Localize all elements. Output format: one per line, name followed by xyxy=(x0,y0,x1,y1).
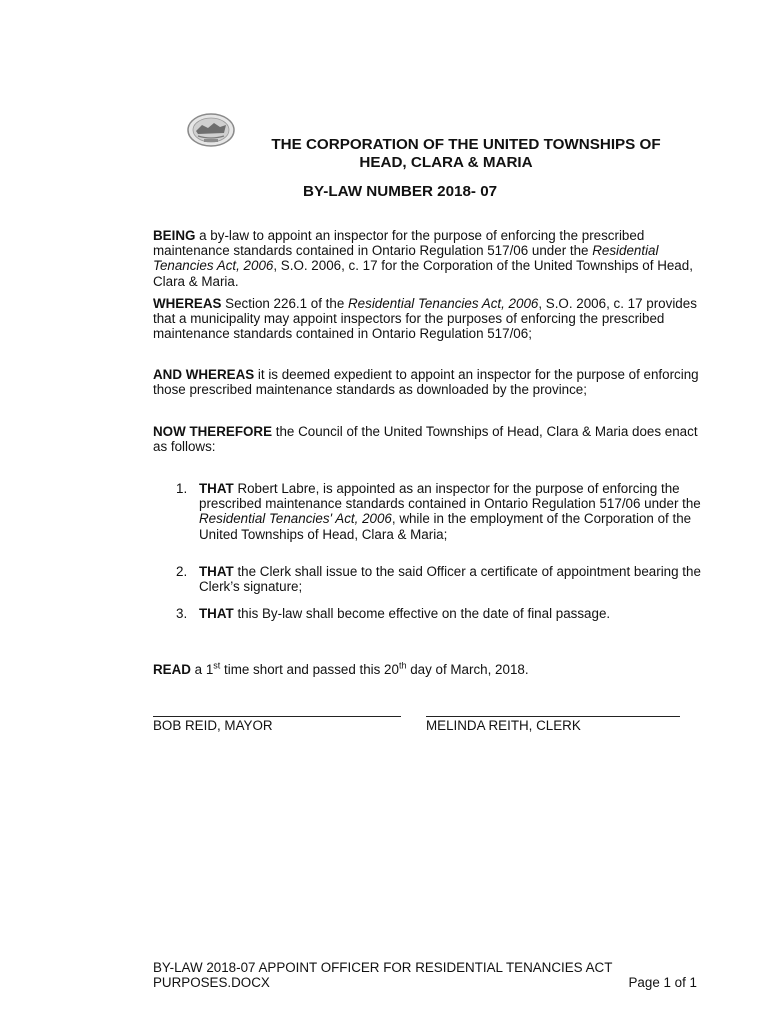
being-text-2: , S.O. 2006, c. 17 for the Corporation of the United Townships of Head, Clara & Maria. xyxy=(153,258,693,289)
clerk-name: MELINDA REITH, CLERK xyxy=(426,718,581,733)
whereas-lead: WHEREAS xyxy=(153,296,222,311)
list-item-text-1: the Clerk shall issue to the said Officer a certificate of appointment bearing the Clerk’s signature; xyxy=(199,564,701,595)
title-line-2: HEAD, CLARA & MARIA xyxy=(359,154,533,171)
now-therefore-lead: NOW THEREFORE xyxy=(153,424,273,439)
list-item-lead: THAT xyxy=(199,606,234,621)
list-item-lead: THAT xyxy=(199,481,234,496)
whereas-act: Residential Tenancies Act, 2006 xyxy=(348,296,539,311)
whereas-paragraph xyxy=(153,296,705,342)
bylaw-number-heading: BY-LAW NUMBER 2018- 07 xyxy=(303,183,498,200)
now-therefore-paragraph xyxy=(153,424,705,454)
reading-statement xyxy=(153,662,529,677)
title-line-1: THE CORPORATION OF THE UNITED TOWNSHIPS OF xyxy=(271,136,661,153)
list-item-number: 2. xyxy=(176,564,188,579)
and-whereas-lead: AND WHEREAS xyxy=(153,367,255,382)
and-whereas-text: it is deemed expedient to appoint an inspector for the purpose of enforcing those prescribed maintenance standards as downloaded by the province; xyxy=(153,367,699,398)
list-item-text-2: , while in the employment of the Corporation of the United Townships of Head, Clara & Maria; xyxy=(199,511,692,542)
read-part-3: day of March, 2018. xyxy=(406,662,529,677)
list-item-text-1: this By-law shall become effective on the date of final passage. xyxy=(233,606,611,621)
list-item xyxy=(176,606,706,621)
read-sup-2: th xyxy=(398,660,407,671)
read-part-1: a 1 xyxy=(190,662,214,677)
whereas-text-2: , S.O. 2006, c. 17 provides that a municipality may appoint inspectors for the purposes of enforcing the prescribed maintenance standards contained in Ontario Regulation 517/06; xyxy=(153,296,697,342)
document-title xyxy=(236,136,696,172)
list-item-text-1: Robert Labre, is appointed as an inspector for the purpose of enforcing the prescribed maintenance standards contained in Ontario Regulation 517/06 under the xyxy=(199,481,701,512)
read-lead: READ xyxy=(153,662,191,677)
township-seal-logo xyxy=(186,112,236,148)
list-item-number: 1. xyxy=(176,481,188,496)
list-item-text xyxy=(199,564,706,594)
being-text-1: a by-law to appoint an inspector for the purpose of enforcing the prescribed maintenance standards contained in Ontario Regulation 517/06 under the xyxy=(153,228,645,259)
footer-filename-line-1: BY-LAW 2018-07 APPOINT OFFICER FOR RESIDENTIAL TENANCIES ACT xyxy=(153,960,613,975)
and-whereas-paragraph xyxy=(153,367,705,397)
list-item-lead: THAT xyxy=(199,564,234,579)
list-item-text xyxy=(199,481,706,542)
being-lead: BEING xyxy=(153,228,196,243)
read-sup-1: st xyxy=(213,660,221,671)
footer-filename-line-2: PURPOSES.DOCX xyxy=(153,975,270,990)
list-item-text xyxy=(199,606,706,621)
list-item-act: Residential Tenancies' Act, 2006 xyxy=(199,511,392,527)
now-therefore-text: the Council of the United Townships of Head, Clara & Maria does enact as follows: xyxy=(153,424,698,455)
whereas-text-1: Section 226.1 of the xyxy=(221,296,349,311)
clerk-signature-line xyxy=(426,716,680,717)
list-item-number: 3. xyxy=(176,606,188,621)
mayor-name: BOB REID, MAYOR xyxy=(153,718,273,733)
list-item xyxy=(176,481,706,542)
being-act: Residential Tenancies Act, 2006 xyxy=(153,243,659,274)
mayor-signature-line xyxy=(153,716,401,717)
being-paragraph xyxy=(153,228,705,289)
page-number: Page 1 of 1 xyxy=(628,975,697,990)
read-part-2: time short and passed this 20 xyxy=(220,662,399,677)
list-item xyxy=(176,564,706,594)
